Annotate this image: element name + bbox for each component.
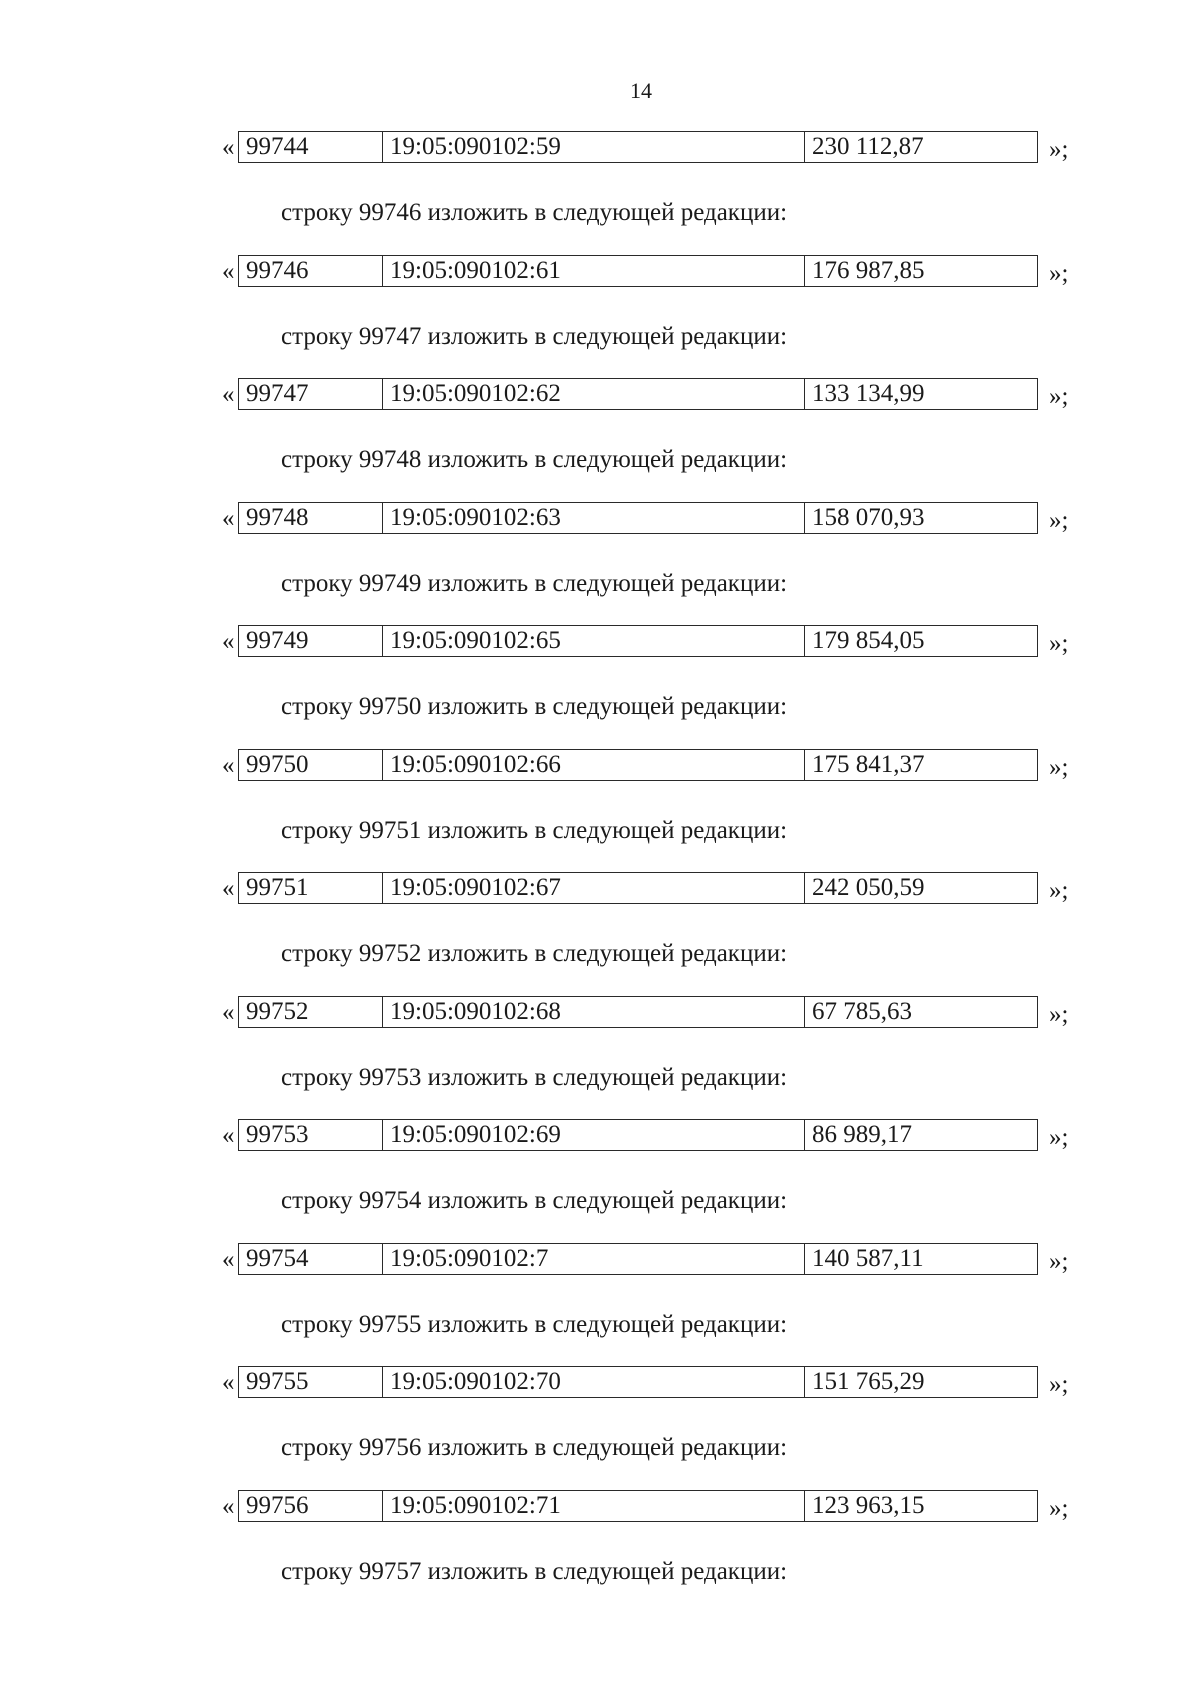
- cadastral-value-cell: 176 987,85: [804, 256, 1037, 286]
- cadastral-number-cell: 19:05:090102:59: [382, 132, 804, 162]
- cadastral-number-cell: 19:05:090102:68: [382, 997, 804, 1027]
- opening-quote: «: [222, 1246, 235, 1273]
- opening-quote: «: [222, 628, 235, 655]
- record-row: [0, 872, 1200, 906]
- amendment-instruction: строку 99756 изложить в следующей редакции:: [281, 1434, 788, 1461]
- record-row: [0, 1119, 1200, 1153]
- row-number-cell: 99753: [246, 1121, 309, 1148]
- opening-quote: «: [222, 1122, 235, 1149]
- cadastral-number-cell: 19:05:090102:63: [382, 503, 804, 533]
- record-table: [238, 1119, 1038, 1151]
- amendment-instruction: строку 99749 изложить в следующей редакции:: [281, 570, 788, 597]
- amendment-instruction: строку 99755 изложить в следующей редакции:: [281, 1311, 788, 1338]
- page-number: 14: [630, 78, 652, 103]
- row-number-cell: 99750: [246, 751, 309, 778]
- cadastral-number-cell: 19:05:090102:66: [382, 750, 804, 780]
- opening-quote: «: [222, 134, 235, 161]
- closing-quote: »;: [1049, 1001, 1069, 1028]
- cadastral-value-cell: 158 070,93: [804, 503, 1037, 533]
- record-row: [0, 131, 1200, 165]
- opening-quote: «: [222, 258, 235, 285]
- record-row: [0, 1490, 1200, 1524]
- cadastral-value-cell: 151 765,29: [804, 1367, 1037, 1397]
- record-table: [238, 1243, 1038, 1275]
- record-row: [0, 1243, 1200, 1277]
- cadastral-value-cell: 175 841,37: [804, 750, 1037, 780]
- cadastral-number-cell: 19:05:090102:62: [382, 379, 804, 409]
- record-table: [238, 378, 1038, 410]
- cadastral-number-cell: 19:05:090102:65: [382, 626, 804, 656]
- amendment-instruction: строку 99746 изложить в следующей редакции:: [281, 199, 788, 226]
- closing-quote: »;: [1049, 1248, 1069, 1275]
- cadastral-number-cell: 19:05:090102:67: [382, 873, 804, 903]
- amendment-instruction: строку 99750 изложить в следующей редакции:: [281, 693, 788, 720]
- opening-quote: «: [222, 1493, 235, 1520]
- record-table: [238, 1366, 1038, 1398]
- amendment-instruction: строку 99748 изложить в следующей редакции:: [281, 446, 788, 473]
- cadastral-value-cell: 133 134,99: [804, 379, 1037, 409]
- amendment-instruction: строку 99754 изложить в следующей редакции:: [281, 1187, 788, 1214]
- closing-quote: »;: [1049, 754, 1069, 781]
- record-table: [238, 625, 1038, 657]
- row-number-cell: 99756: [246, 1492, 309, 1519]
- record-table: [238, 502, 1038, 534]
- opening-quote: «: [222, 1369, 235, 1396]
- record-row: [0, 502, 1200, 536]
- amendment-instruction: строку 99751 изложить в следующей редакции:: [281, 817, 788, 844]
- cadastral-value-cell: 86 989,17: [804, 1120, 1037, 1150]
- row-number-cell: 99755: [246, 1368, 309, 1395]
- cadastral-value-cell: 179 854,05: [804, 626, 1037, 656]
- cadastral-number-cell: 19:05:090102:70: [382, 1367, 804, 1397]
- closing-quote: »;: [1049, 1495, 1069, 1522]
- cadastral-value-cell: 242 050,59: [804, 873, 1037, 903]
- cadastral-value-cell: 67 785,63: [804, 997, 1037, 1027]
- cadastral-number-cell: 19:05:090102:7: [382, 1244, 804, 1274]
- record-row: [0, 255, 1200, 289]
- row-number-cell: 99748: [246, 504, 309, 531]
- record-table: [238, 255, 1038, 287]
- cadastral-number-cell: 19:05:090102:71: [382, 1491, 804, 1521]
- closing-quote: »;: [1049, 507, 1069, 534]
- opening-quote: «: [222, 381, 235, 408]
- closing-quote: »;: [1049, 383, 1069, 410]
- cadastral-value-cell: 140 587,11: [804, 1244, 1037, 1274]
- closing-quote: »;: [1049, 136, 1069, 163]
- opening-quote: «: [222, 752, 235, 779]
- record-table: [238, 1490, 1038, 1522]
- opening-quote: «: [222, 999, 235, 1026]
- record-row: [0, 749, 1200, 783]
- record-table: [238, 131, 1038, 163]
- row-number-cell: 99752: [246, 998, 309, 1025]
- record-row: [0, 625, 1200, 659]
- amendment-instruction: строку 99752 изложить в следующей редакции:: [281, 940, 788, 967]
- cadastral-number-cell: 19:05:090102:61: [382, 256, 804, 286]
- closing-quote: »;: [1049, 877, 1069, 904]
- record-row: [0, 996, 1200, 1030]
- row-number-cell: 99751: [246, 874, 309, 901]
- cadastral-value-cell: 230 112,87: [804, 132, 1037, 162]
- cadastral-number-cell: 19:05:090102:69: [382, 1120, 804, 1150]
- amendment-instruction: строку 99753 изложить в следующей редакции:: [281, 1064, 788, 1091]
- row-number-cell: 99746: [246, 257, 309, 284]
- record-row: [0, 1366, 1200, 1400]
- opening-quote: «: [222, 875, 235, 902]
- row-number-cell: 99749: [246, 627, 309, 654]
- cadastral-value-cell: 123 963,15: [804, 1491, 1037, 1521]
- row-number-cell: 99754: [246, 1245, 309, 1272]
- record-table: [238, 749, 1038, 781]
- record-table: [238, 872, 1038, 904]
- record-row: [0, 378, 1200, 412]
- opening-quote: «: [222, 505, 235, 532]
- closing-quote: »;: [1049, 630, 1069, 657]
- record-table: [238, 996, 1038, 1028]
- closing-quote: »;: [1049, 260, 1069, 287]
- amendment-instruction: строку 99757 изложить в следующей редакции:: [281, 1558, 788, 1585]
- closing-quote: »;: [1049, 1371, 1069, 1398]
- amendment-instruction: строку 99747 изложить в следующей редакции:: [281, 323, 788, 350]
- row-number-cell: 99747: [246, 380, 309, 407]
- closing-quote: »;: [1049, 1124, 1069, 1151]
- row-number-cell: 99744: [246, 133, 309, 160]
